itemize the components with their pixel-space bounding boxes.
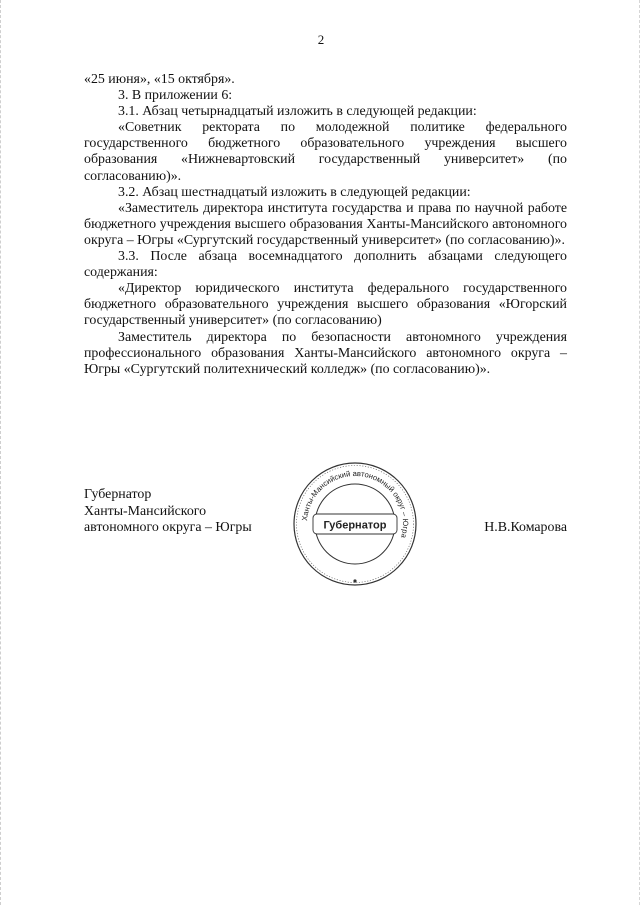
seal-center-text: Губернатор <box>323 519 387 532</box>
paragraph-3-2-text: «Заместитель директора института государства и права по научной работе бюджетного учреждения высшего образования Ханты-Мансийского автономного округа – Югры «Сургутский государственный университет» (по согласованию)». <box>84 200 567 248</box>
page-number: 2 <box>317 32 325 47</box>
seal-ring-text: Ханты-Мансийский автономный округ – Югра <box>300 468 411 539</box>
document-body <box>84 72 567 378</box>
signature-title-line: Ханты-Мансийского <box>84 503 207 519</box>
paragraph-3-3-text-1: «Директор юридического института федерального государственного бюджетного образовательного учреждения высшего образования «Югорский государственный университет» (по согласованию) <box>84 281 567 329</box>
paragraph-appendix-6: 3. В приложении 6: <box>118 88 233 104</box>
signature-name: Н.В.Комарова <box>484 520 567 535</box>
paragraph-3-1-text: «Советник ректората по молодежной политике федерального государственного бюджетного образовательного учреждения высшего образования «Нижневартовский государственный университет» (по согласованию)». <box>84 120 567 184</box>
governor-seal <box>292 461 418 587</box>
paragraph-3-3-text-2: Заместитель директора по безопасности автономного учреждения профессионального образования Ханты-Мансийского автономного округа – Югры «Сургутский политехнический колледж» (по согласованию)». <box>84 329 567 377</box>
paragraph-3-2: 3.2. Абзац шестнадцатый изложить в следующей редакции: <box>118 184 471 200</box>
signature-title-line: автономного округа – Югры <box>84 520 252 536</box>
paragraph-3-3: 3.3. После абзаца восемнадцатого дополнить абзацами следующего содержания: <box>84 249 567 281</box>
paragraph-dates: «25 июня», «15 октября». <box>84 72 235 87</box>
signature-title <box>84 487 252 537</box>
signature-title-line: Губернатор <box>84 487 152 502</box>
paragraph-3-1: 3.1. Абзац четырнадцатый изложить в следующей редакции: <box>118 104 477 120</box>
